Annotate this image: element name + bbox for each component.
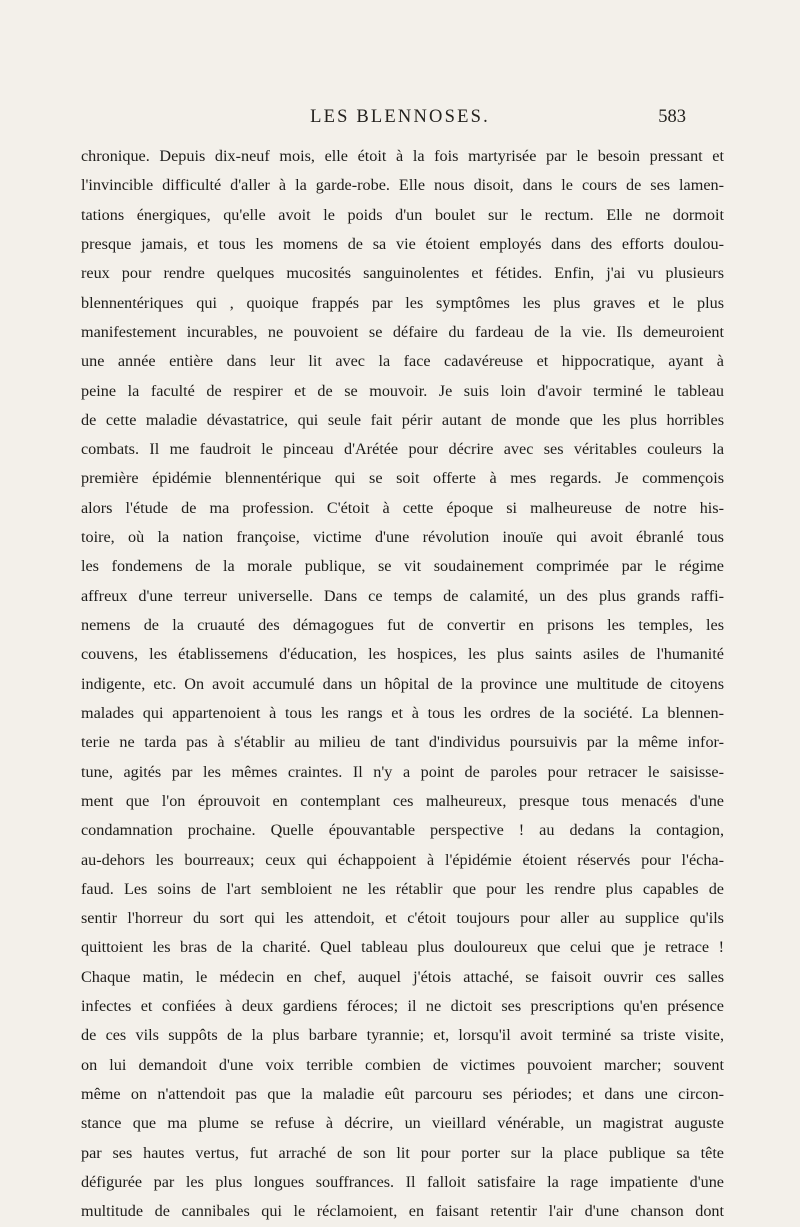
text-line: multitude de cannibales qui le réclamoient, en faisant retentir l'air d'une chanson dont	[81, 1202, 724, 1221]
page-number: 583	[658, 107, 686, 127]
text-line: tations énergiques, qu'elle avoit le poids d'un boulet sur le rectum. Elle ne dormoit	[81, 205, 724, 224]
running-head	[0, 103, 800, 131]
text-line: tune, agités par les mêmes craintes. Il n'y a point de paroles pour retracer le saisisse-	[81, 762, 724, 781]
text-line: l'invincible difficulté d'aller à la garde-robe. Elle nous disoit, dans le cours de ses lamen-	[81, 176, 724, 195]
text-line: condamnation prochaine. Quelle épouvantable perspective ! au dedans la contagion,	[81, 821, 724, 840]
text-line: stance que ma plume se refuse à décrire, un vieillard vénérable, un magistrat auguste	[81, 1114, 724, 1133]
text-line: de cette maladie dévastatrice, qui seule fait périr autant de monde que les plus horribles	[81, 410, 724, 429]
running-title: LES BLENNOSES.	[310, 107, 490, 127]
text-line: même on n'attendoit pas que la maladie eût parcouru ses périodes; et dans une circon-	[81, 1085, 724, 1103]
text-line: Chaque matin, le médecin en chef, auquel j'étois attaché, se faisoit ouvrir ces salles	[81, 967, 724, 986]
body-text	[81, 142, 724, 1227]
text-line: de ces vils suppôts de la plus barbare tyrannie; et, lorsqu'il avoit terminé sa triste visite,	[81, 1026, 724, 1045]
text-line: défigurée par les plus longues souffrances. Il falloit satisfaire la rage impatiente d'une	[81, 1172, 724, 1191]
text-line: les fondemens de la morale publique, se vit soudainement comprimée par le régime	[81, 557, 724, 576]
text-line: terie ne tarda pas à s'établir au milieu de tant d'individus poursuivis par la même infor-	[81, 733, 724, 752]
text-line: infectes et confiées à deux gardiens féroces; il ne dictoit ses prescriptions qu'en présence	[81, 997, 724, 1016]
text-line: peine la faculté de respirer et de se mouvoir. Je suis loin d'avoir terminé le tableau	[81, 381, 724, 400]
text-line: faud. Les soins de l'art sembloient ne les rétablir que pour les rendre plus capables de	[81, 879, 724, 898]
text-line: ment que l'on éprouvoit en contemplant ces malheureux, presque tous menacés d'une	[81, 791, 724, 810]
text-line: malades qui appartenoient à tous les rangs et à tous les ordres de la société. La blennen-	[81, 703, 724, 722]
text-line: chronique. Depuis dix-neuf mois, elle étoit à la fois martyrisée par le besoin pressant et	[81, 147, 724, 165]
text-line: nemens de la cruauté des démagogues fut de convertir en prisons les temples, les	[81, 616, 724, 634]
text-line: première épidémie blennentérique qui se soit offerte à mes regards. Je commençois	[81, 469, 724, 488]
text-line: au-dehors les bourreaux; ceux qui échappoient à l'épidémie étoient réservés pour l'écha-	[81, 850, 724, 869]
text-line: on lui demandoit d'une voix terrible combien de victimes pouvoient marcher; souvent	[81, 1055, 724, 1074]
text-line: sentir l'horreur du sort qui les attendoit, et c'étoit toujours pour aller au supplice qu'ils	[81, 909, 724, 928]
text-line: manifestement incurables, ne pouvoient se défaire du fardeau de la vie. Ils demeuroient	[81, 322, 724, 341]
text-line: toire, où la nation françoise, victime d'une révolution inouïe qui avoit ébranlé tous	[81, 528, 724, 547]
text-line: reux pour rendre quelques mucosités sanguinolentes et fétides. Enfin, j'ai vu plusieurs	[81, 264, 724, 283]
text-line: affreux d'une terreur universelle. Dans ce temps de calamité, un des plus grands raffi-	[81, 586, 724, 605]
text-line: par ses hautes vertus, fut arraché de son lit pour porter sur la place publique sa tête	[81, 1143, 724, 1162]
text-line: une année entière dans leur lit avec la face cadavéreuse et hippocratique, ayant à	[81, 352, 724, 371]
text-line: presque jamais, et tous les momens de sa vie étoient employés dans des efforts doulou-	[81, 234, 724, 253]
text-line: couvens, les établissemens d'éducation, les hospices, les plus saints asiles de l'humanité	[81, 645, 724, 664]
text-line: combats. Il me faudroit le pinceau d'Arétée pour décrire avec ses véritables couleurs la	[81, 440, 724, 459]
text-line: alors l'étude de ma profession. C'étoit à cette époque si malheureuse de notre his-	[81, 498, 724, 517]
text-line: blennentériques qui , quoique frappés par les symptômes les plus graves et le plus	[81, 293, 724, 312]
text-line: quittoient les bras de la charité. Quel tableau plus douloureux que celui que je retrace !	[81, 938, 724, 957]
text-line: indigente, etc. On avoit accumulé dans un hôpital de la province une multitude de citoyens	[81, 674, 724, 693]
